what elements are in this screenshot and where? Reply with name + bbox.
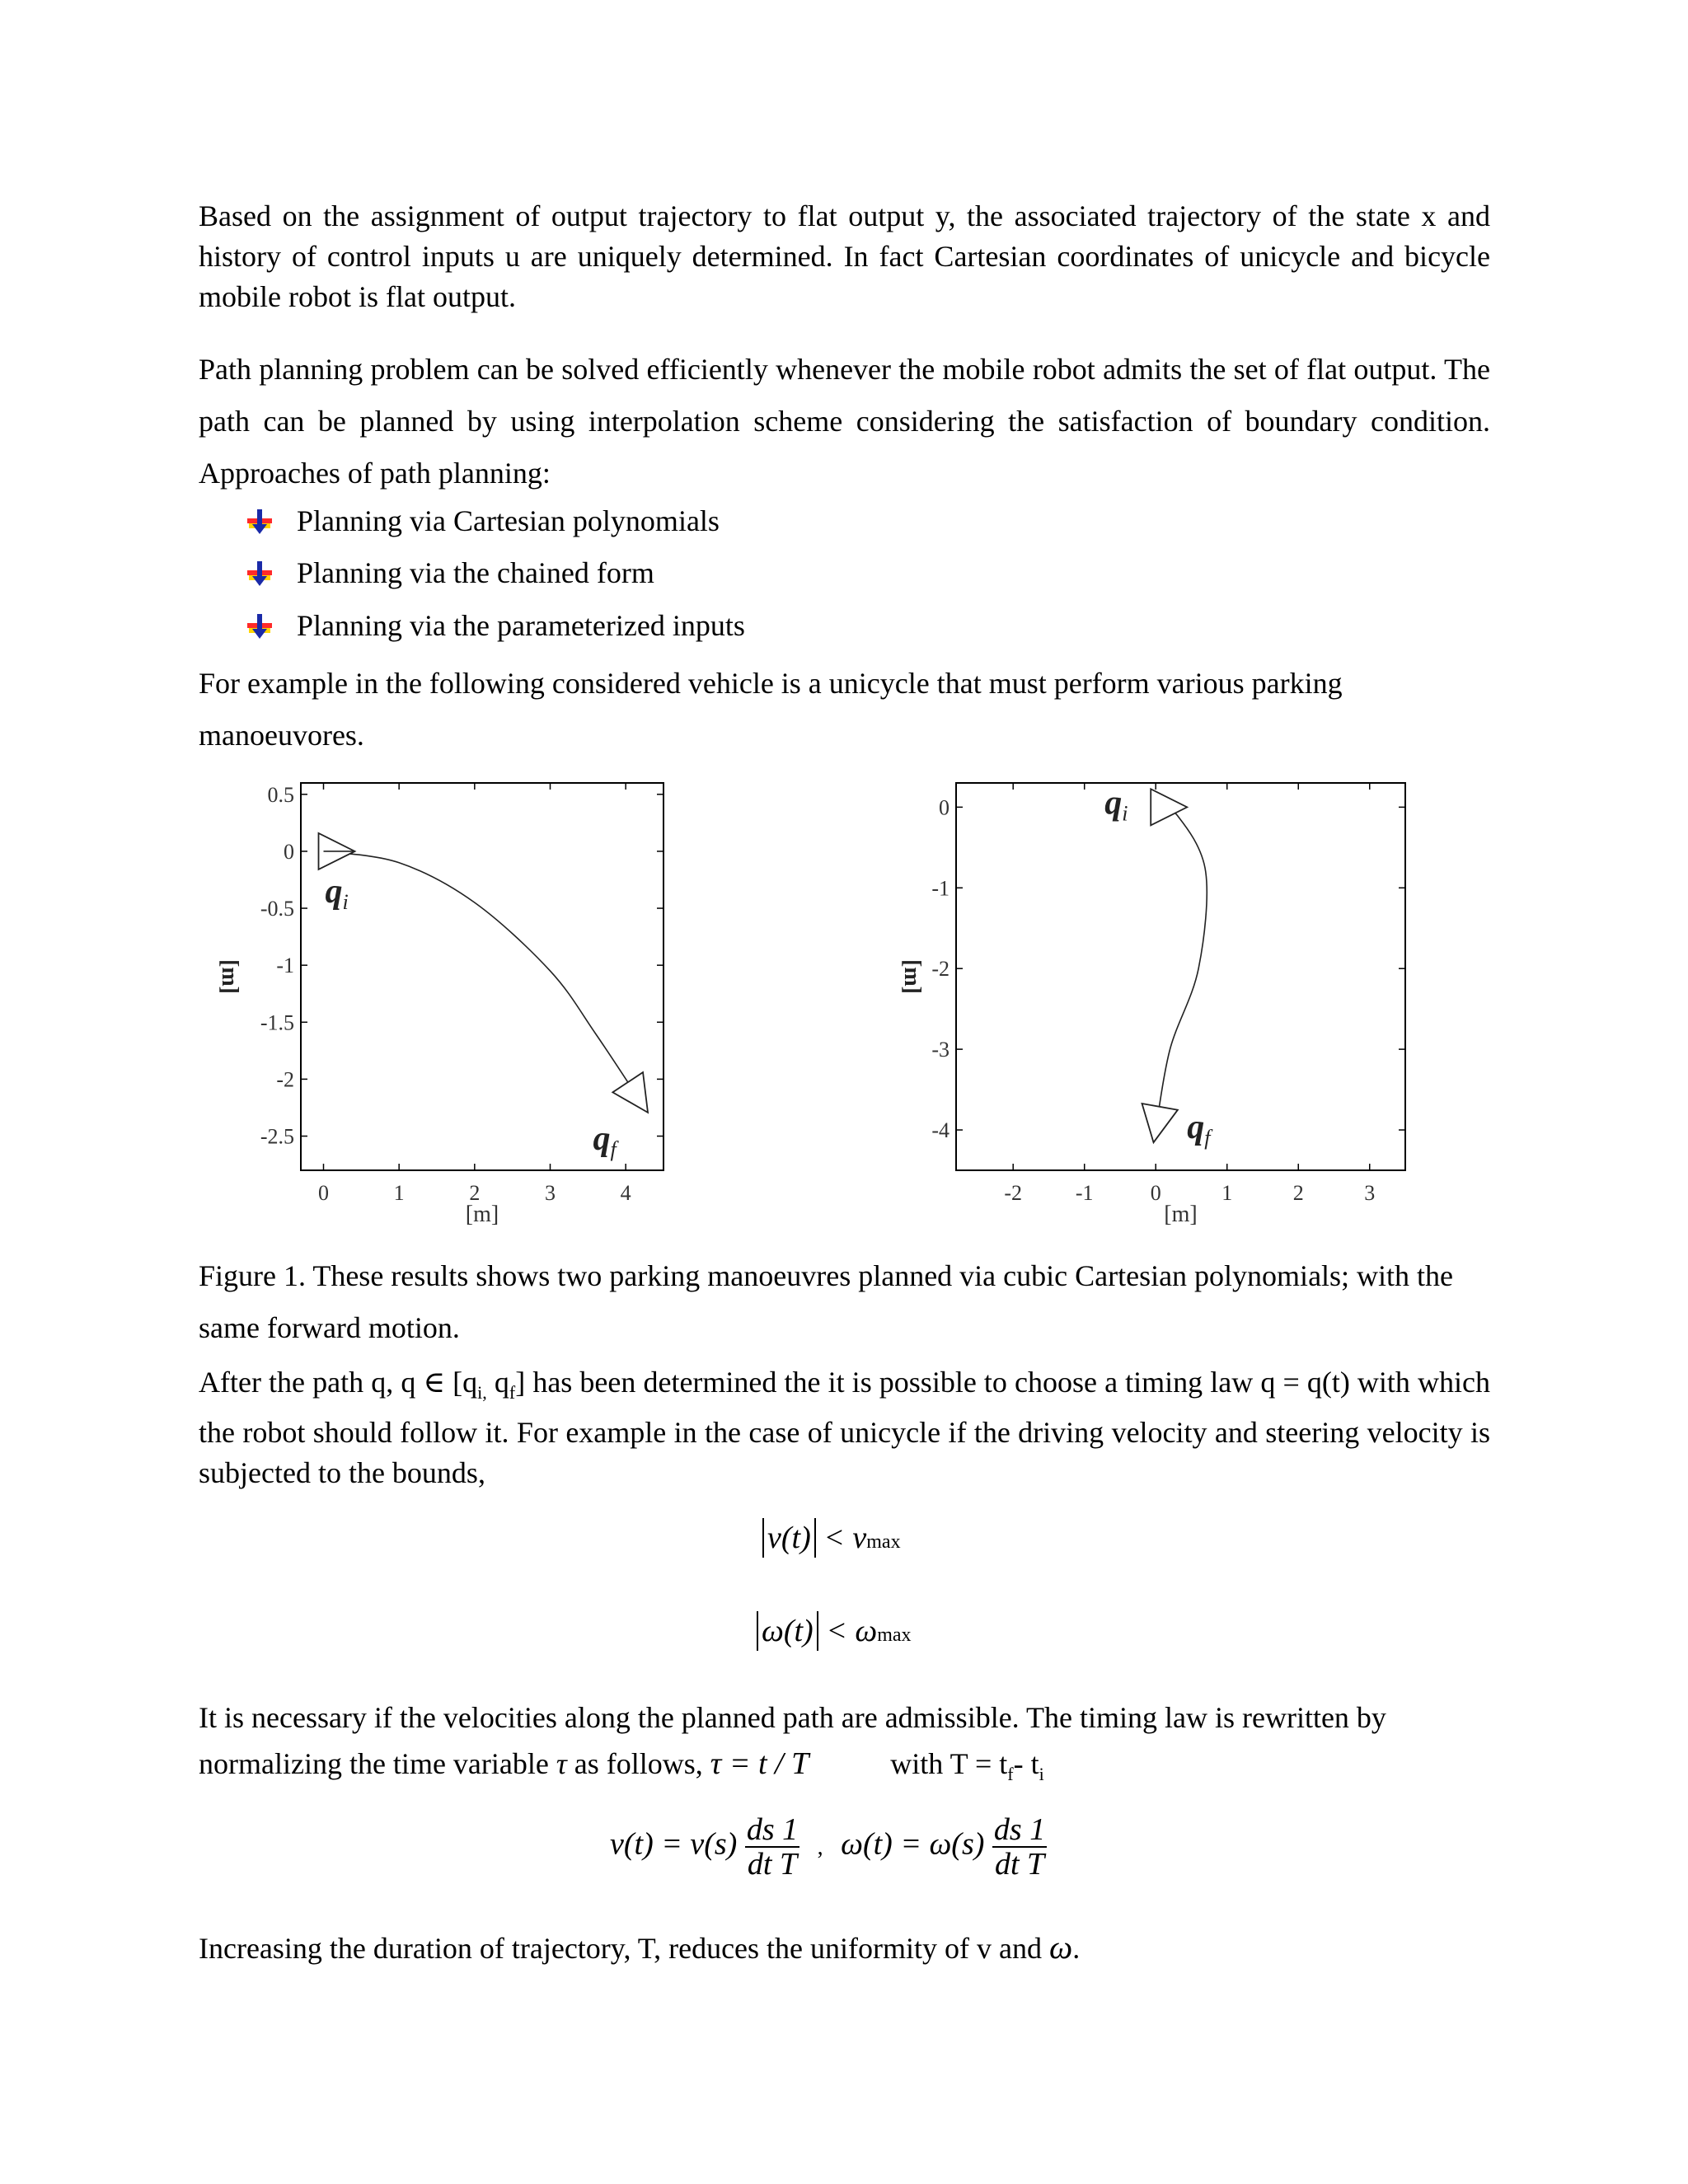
x-tick-label: 1: [393, 1181, 405, 1205]
y-tick-label: -4: [931, 1118, 950, 1143]
p6-text-b: .: [1072, 1932, 1081, 1965]
v-abs: v(t): [762, 1518, 816, 1558]
v-fraction: [745, 1813, 799, 1881]
y-tick-label: -0.5: [260, 897, 294, 921]
end-label: qf: [1187, 1108, 1211, 1151]
y-tick-label: -1: [931, 876, 950, 901]
y-tick-label: 0: [284, 839, 294, 864]
tau-definition: τ = t / T: [710, 1746, 809, 1781]
p5-dash: - t: [1013, 1747, 1039, 1780]
bullet-text: Planning via the parameterized inputs: [297, 609, 745, 642]
omega-symbol: ω: [1048, 1929, 1073, 1966]
x-axis-label: [m]: [1164, 1202, 1198, 1227]
x-tick-label: 3: [1364, 1181, 1376, 1205]
path-planning-paragraph: Path planning problem can be solved efficiently whenever the mobile robot admits the set of flat output. The path can be planned by using interpolation scheme considering the satisfaction of boundary condition. Approaches of path planning:: [199, 353, 1490, 490]
x-tick-label: 2: [1292, 1181, 1304, 1205]
arrow-bullet-icon: [247, 614, 272, 639]
w-frac-num: ds 1: [993, 1812, 1046, 1847]
x-tick-label: -2: [1004, 1181, 1023, 1205]
p4-sub-f: f: [509, 1382, 516, 1404]
intro-paragraph: Based on the assignment of output trajectory to flat output y, the associated trajectory of the state x and history of control inputs u are uniquely determined. In fact Cartesian coordinates of unicycle and bicycle mobile robot is flat output.: [199, 199, 1490, 313]
y-tick-label: -3: [931, 1038, 950, 1062]
w-lhs: ω(t) = ω(s): [841, 1826, 985, 1862]
w-bound-rel: < ω: [826, 1614, 878, 1648]
plot-left: [217, 783, 663, 1227]
plot-frame: [301, 783, 663, 1170]
y-tick-label: 0.5: [267, 782, 294, 807]
y-axis-label: [m]: [899, 959, 925, 994]
w-bound-equation: [757, 1611, 912, 1651]
v-frac-den: dt T: [747, 1847, 798, 1882]
figure-parking-manoeuvres: [190, 771, 1508, 1244]
arrow-bullet-icon: [247, 509, 272, 534]
p4-text-e: ] has been determined the it is possible to choose a timing law q = q(t) with which the robot should follow it. For example in the case of unicycle if the driving velocity and steering velocity is subjected to the bounds,: [199, 1366, 1491, 1490]
y-tick-label: -1: [276, 954, 294, 978]
start-label: qi: [1104, 784, 1128, 826]
p6-text-a: Increasing the duration of trajectory, T, reduces the uniformity of v and: [199, 1932, 1049, 1965]
w-frac-den: dt T: [994, 1847, 1045, 1882]
p4-text-c: q: [486, 1366, 509, 1399]
plot-right: [899, 783, 1405, 1227]
y-tick-label: -2: [931, 957, 950, 982]
y-axis-label: [m]: [217, 959, 242, 994]
x-tick-label: 2: [469, 1181, 481, 1205]
v-frac-num: ds 1: [746, 1812, 799, 1847]
example-paragraph: For example in the following considered vehicle is a unicycle that must perform various parking manoeuvores.: [199, 667, 1343, 752]
w-max-sub: max: [877, 1624, 912, 1646]
bullet-text: Planning via the chained form: [297, 556, 654, 589]
x-tick-label: 0: [1150, 1181, 1161, 1205]
figure-caption: Figure 1. These results shows two parking manoeuvres planned via cubic Cartesian polynomials; with the same forward motion.: [199, 1259, 1454, 1344]
v-lhs: v(t) = v(s): [610, 1826, 738, 1862]
p5-text-a: normalizing the time variable: [199, 1747, 556, 1780]
x-tick-label: 4: [620, 1181, 631, 1205]
y-tick-label: -2: [276, 1067, 294, 1092]
p5-sub-i: i: [1039, 1764, 1044, 1785]
eq-comma: ,: [817, 1834, 823, 1860]
w-fraction: [992, 1813, 1047, 1881]
start-label: qi: [325, 872, 349, 914]
y-tick-label: -1.5: [260, 1010, 294, 1035]
x-axis-label: [m]: [465, 1202, 499, 1227]
p5-text-c: with T = t: [890, 1747, 1008, 1780]
p5-sub-f: f: [1007, 1764, 1014, 1785]
bullet-text: Planning via Cartesian polynomials: [297, 504, 720, 537]
normalization-line-1: It is necessary if the velocities along the planned path are admissible. The timing law is rewritten by: [199, 1701, 1386, 1734]
p4-text-a: After the path q, q ∈ [q: [199, 1366, 478, 1399]
y-tick-label: -2.5: [260, 1124, 294, 1149]
p5-text-b: as follows,: [566, 1747, 710, 1780]
normalization-line-2: [199, 1744, 1044, 1794]
velocity-equation: [610, 1813, 1047, 1881]
x-tick-label: 1: [1221, 1181, 1233, 1205]
conclusion-paragraph: [199, 1927, 1080, 1969]
x-tick-label: 3: [545, 1181, 556, 1205]
v-bound-equation: [762, 1518, 901, 1558]
x-tick-label: -1: [1075, 1181, 1094, 1205]
plot-frame: [956, 783, 1405, 1170]
p4-sub-i: i,: [477, 1382, 487, 1404]
timing-law-paragraph: [199, 1362, 1490, 1493]
v-bound-rel: < v: [823, 1521, 867, 1555]
y-tick-label: 0: [939, 795, 950, 820]
arrow-bullet-icon: [247, 561, 272, 586]
x-tick-label: 0: [318, 1181, 329, 1205]
v-max-sub: max: [866, 1531, 901, 1553]
end-label: qf: [593, 1120, 617, 1162]
w-abs: ω(t): [757, 1611, 818, 1651]
tau-symbol: τ: [556, 1747, 567, 1780]
